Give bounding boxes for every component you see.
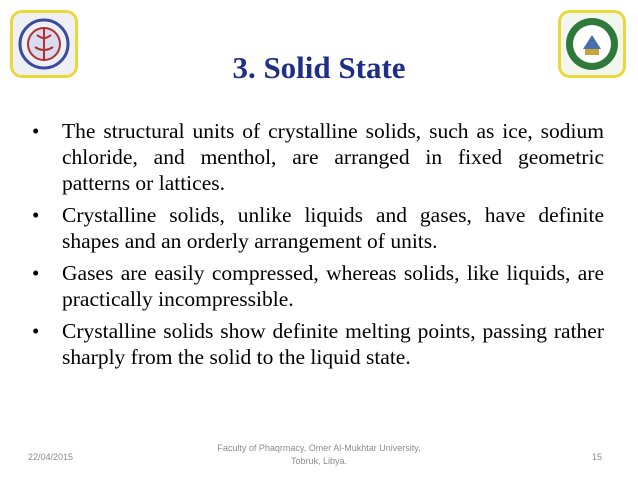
bullet-item (32, 318, 604, 370)
footer-institution-line2: Tobruk, Libya. (290, 456, 348, 466)
bullet-icon: • (32, 319, 40, 343)
bullet-text: The structural units of crystalline solids, such as ice, sodium chloride, and menthol, are arranged in fixed geometric patterns or lattices. (62, 119, 604, 195)
bullet-text: Crystalline solids show definite melting points, passing rather sharply from the solid to the liquid state. (62, 319, 604, 369)
footer-institution-line1: Faculty of Phaqrmacy, Omer Al-Mukhtar University, (217, 443, 421, 453)
bullet-icon: • (32, 203, 40, 227)
bullet-icon: • (32, 261, 40, 285)
bullet-icon: • (32, 119, 40, 143)
slide-title: 3. Solid State (232, 50, 406, 85)
bullet-text: Gases are easily compressed, whereas solids, like liquids, are practically incompressible. (62, 261, 604, 311)
footer-date: 22/04/2015 (28, 452, 74, 462)
footer-institution (200, 442, 438, 468)
page-number: 15 (592, 452, 603, 462)
bullet-item (32, 260, 604, 312)
bullet-item (32, 202, 604, 254)
bullet-text: Crystalline solids, unlike liquids and gases, have definite shapes and an orderly arrangement of units. (62, 203, 604, 253)
bullet-list (32, 118, 604, 376)
bullet-item (32, 118, 604, 196)
